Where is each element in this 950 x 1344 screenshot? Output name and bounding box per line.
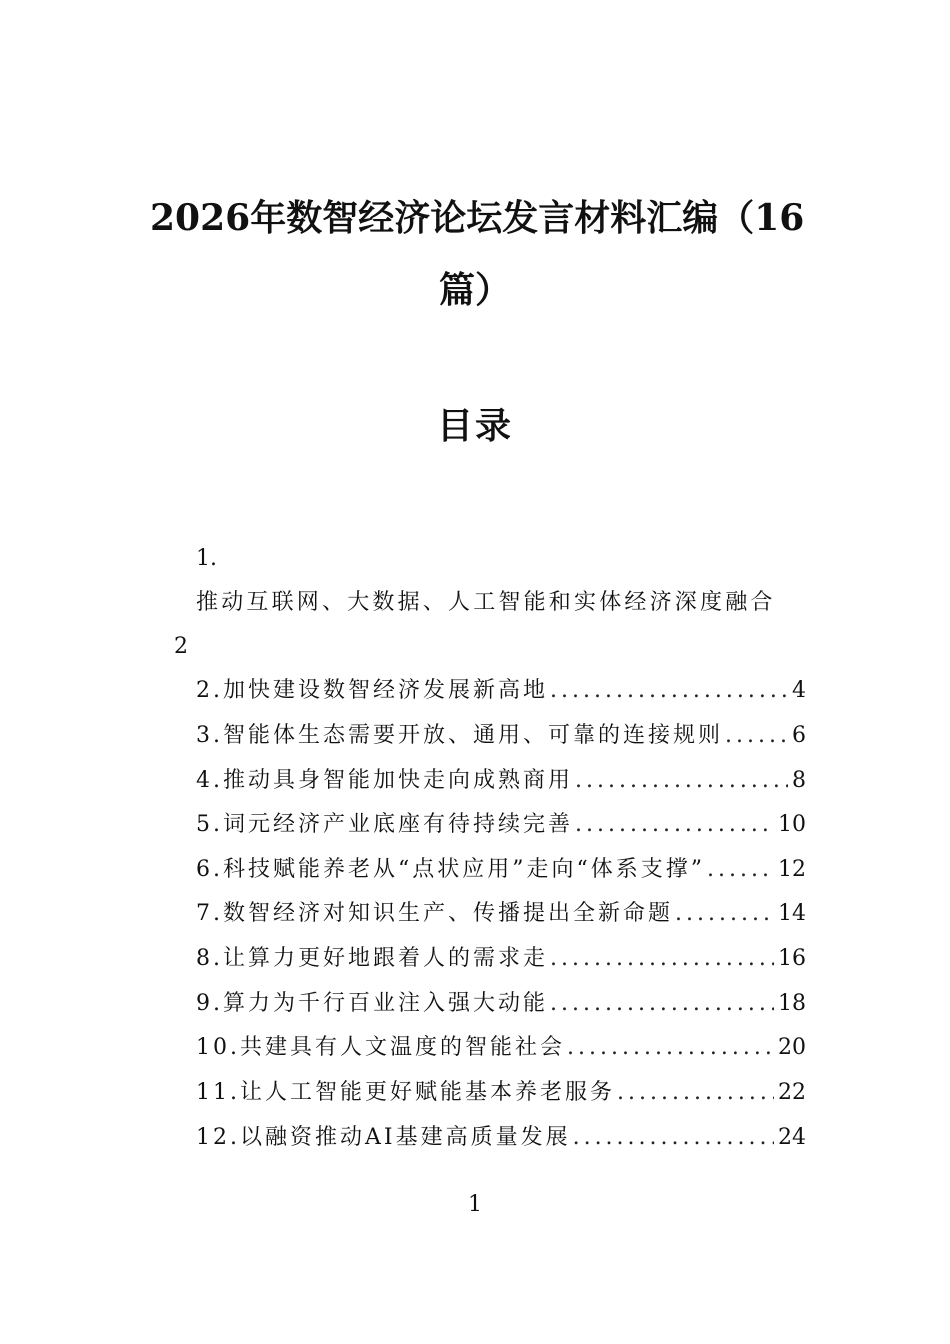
toc-entry-text: 5.词元经济产业底座有待持续完善 — [196, 812, 573, 837]
toc-leader-dots — [575, 810, 774, 840]
toc-entry-1-text[interactable]: 推动互联网、大数据、人工智能和实体经济深度融合 — [196, 590, 776, 615]
document-title-line-2: 篇） — [438, 269, 511, 311]
toc-leader-dots — [707, 855, 774, 885]
toc-entry-11[interactable] — [196, 1078, 806, 1108]
toc-entry-page: 4 — [792, 678, 806, 703]
toc-entry-12[interactable] — [196, 1123, 806, 1153]
toc-entry-page: 16 — [778, 946, 806, 971]
toc-leader-dots — [573, 1123, 774, 1153]
toc-leader-dots — [567, 1033, 774, 1063]
toc-entry-10[interactable] — [196, 1033, 806, 1063]
toc-entry-text: 3.智能体生态需要开放、通用、可靠的连接规则 — [196, 723, 723, 748]
toc-entry-9[interactable] — [196, 989, 806, 1019]
page-number: 1 — [468, 1192, 482, 1217]
toc-entry-8[interactable] — [196, 944, 806, 974]
toc-entry-text: 4.推动具身智能加快走向成熟商用 — [196, 768, 573, 793]
toc-leader-dots — [617, 1078, 774, 1108]
toc-leader-dots — [550, 989, 774, 1019]
toc-entry-text: 11.让人工智能更好赋能基本养老服务 — [196, 1080, 615, 1105]
toc-entry-page: 8 — [792, 768, 806, 793]
toc-heading: 目录 — [436, 405, 513, 447]
toc-entry-page: 20 — [778, 1035, 806, 1060]
toc-leader-dots — [550, 676, 788, 706]
toc-entry-3[interactable] — [196, 721, 806, 751]
toc-entry-text: 10.共建具有人文温度的智能社会 — [196, 1035, 565, 1060]
toc-entry-text: 6.科技赋能养老从“点状应用”走向“体系支撑” — [196, 857, 705, 882]
toc-entry-page: 10 — [778, 812, 806, 837]
toc-entry-7[interactable] — [196, 899, 806, 929]
toc-entry-page: 14 — [778, 901, 806, 926]
toc-entry-6[interactable] — [196, 855, 806, 885]
toc-entry-page: 18 — [778, 991, 806, 1016]
toc-leader-dots — [550, 944, 774, 974]
toc-entry-2[interactable] — [196, 676, 806, 706]
toc-entry-1-number[interactable]: 1. — [196, 546, 217, 571]
toc-entry-5[interactable] — [196, 810, 806, 840]
toc-entry-page: 24 — [778, 1125, 806, 1150]
toc-entry-text: 12.以融资推动AI基建高质量发展 — [196, 1125, 571, 1150]
toc-entry-text: 8.让算力更好地跟着人的需求走 — [196, 946, 548, 971]
toc-entry-text: 2.加快建设数智经济发展新高地 — [196, 678, 548, 703]
toc-leader-dots — [575, 766, 788, 796]
toc-entry-text: 7.数智经济对知识生产、传播提出全新命题 — [196, 901, 673, 926]
toc-entry-1-page[interactable]: 2 — [174, 634, 188, 659]
toc-entry-page: 6 — [792, 723, 806, 748]
toc-leader-dots — [675, 899, 774, 929]
toc-entry-4[interactable] — [196, 766, 806, 796]
toc-entry-page: 12 — [778, 857, 806, 882]
document-title-line-1: 2026年数智经济论坛发言材料汇编（16 — [150, 197, 805, 239]
toc-entry-page: 22 — [778, 1080, 806, 1105]
toc-leader-dots — [725, 721, 788, 751]
toc-entry-text: 9.算力为千行百业注入强大动能 — [196, 991, 548, 1016]
